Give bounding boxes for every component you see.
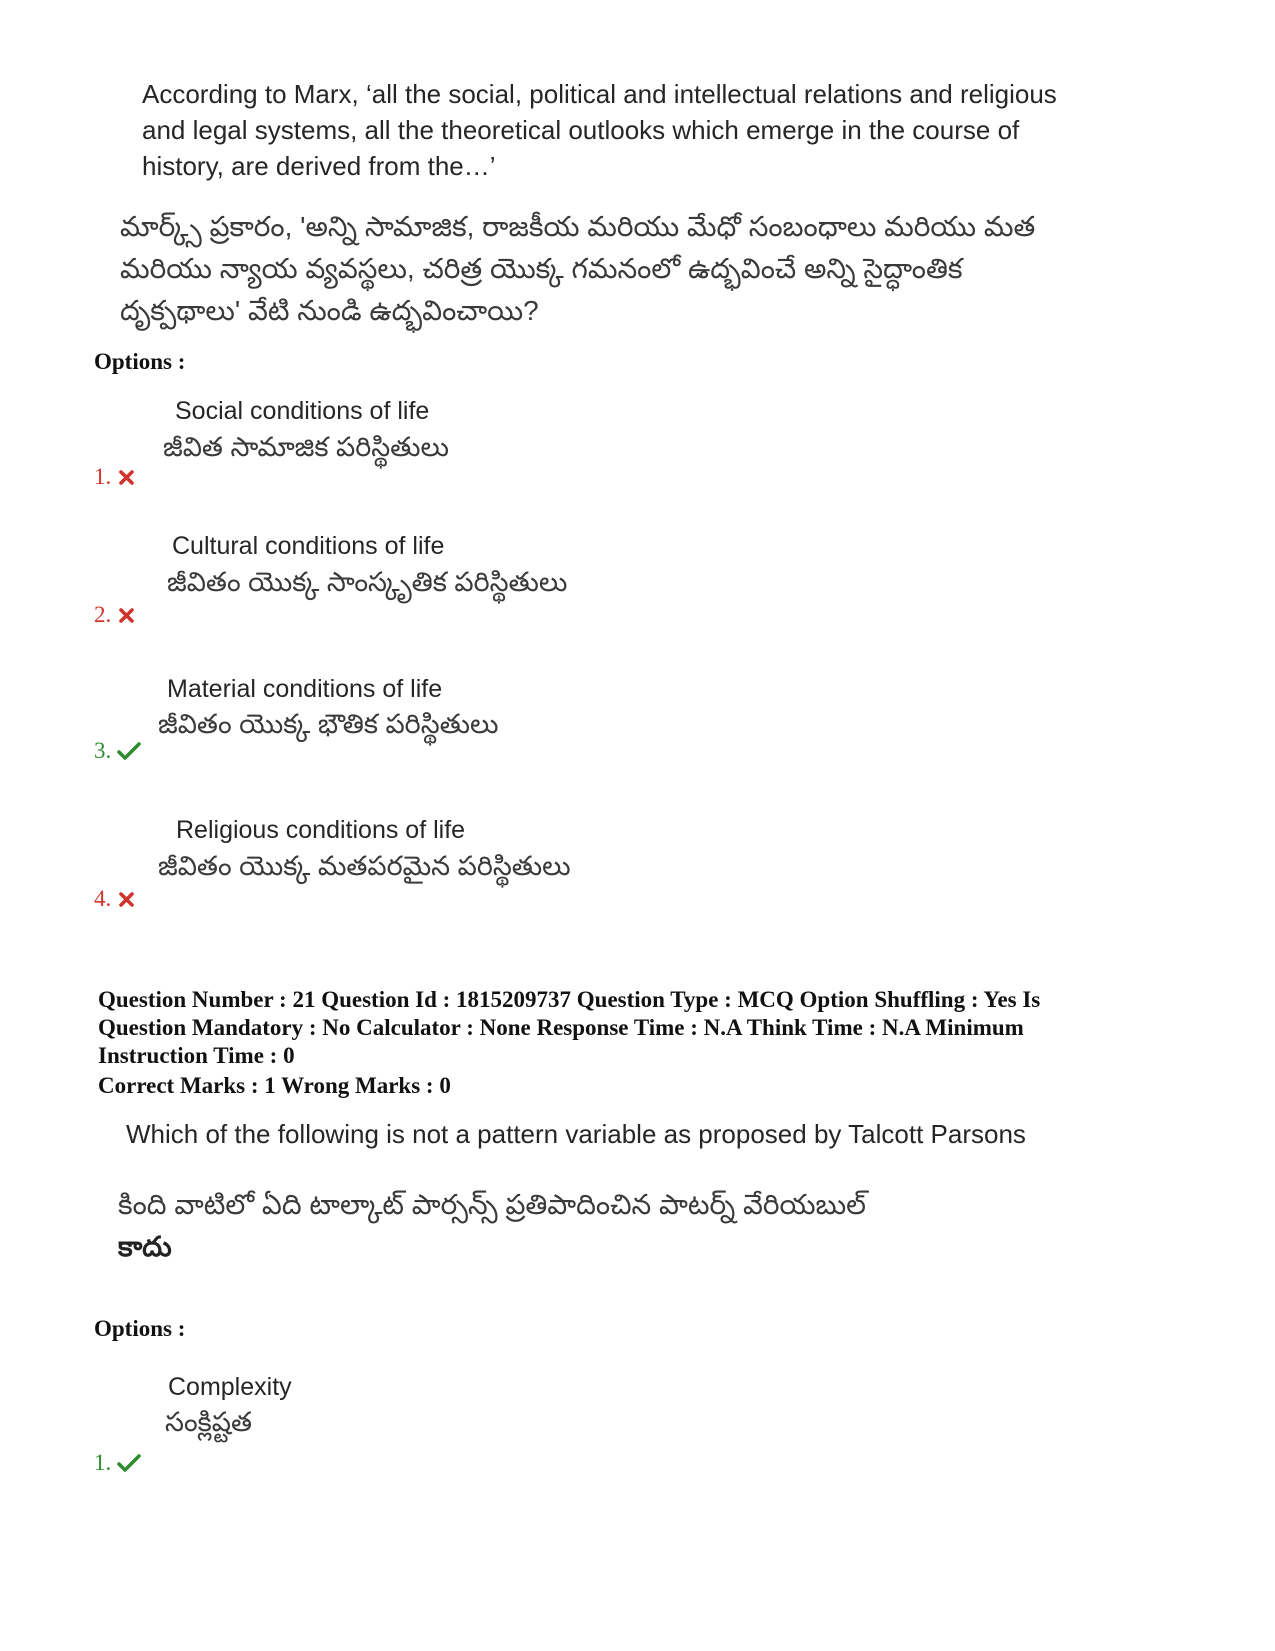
option-1-english: Social conditions of life bbox=[175, 397, 430, 425]
cross-icon bbox=[117, 889, 137, 909]
options-label: Options : bbox=[94, 349, 186, 374]
question-metadata bbox=[98, 986, 1178, 1070]
options-label: Options : bbox=[94, 1316, 186, 1341]
question-stem-telugu-tail: కాదు bbox=[118, 1231, 172, 1262]
cross-icon bbox=[117, 605, 137, 625]
option-3-telugu: జీవితం యొక్క భౌతిక పరిస్థితులు bbox=[158, 709, 499, 739]
marks-info: Correct Marks : 1 Wrong Marks : 0 bbox=[98, 1073, 451, 1098]
question-stem-english: Which of the following is not a pattern variable as proposed by Talcott Parsons bbox=[126, 1119, 1026, 1149]
option-4-telugu: జీవితం యొక్క మతపరమైన పరిస్థితులు bbox=[158, 851, 571, 881]
question-stem-english: According to Marx, ‘all the social, political and intellectual relations and religious and legal systems, all the theoretical outlooks which emerge in the course of history, are derived from the…’ bbox=[142, 79, 1057, 181]
metadata-line-2: Question Mandatory : No Calculator : None Response Time : N.A Think Time : N.A Minimum bbox=[98, 1015, 1024, 1040]
option-2-number bbox=[94, 602, 137, 628]
question-stem-telugu: మార్క్స్ ప్రకారం, 'అన్ని సామాజిక, రాజకీయ మరియు మేధో సంబంధాలు మరియు మత మరియు న్యాయ వ్యవస్థలు, చరిత్ర యొక్క గమనంలో ఉద్భవించే అన్ని సైద్ధాంతిక దృక్పథాలు' వేటి నుండి ఉద్భవించాయి? bbox=[120, 211, 1036, 326]
option-number-text: 1. bbox=[94, 464, 112, 489]
option-1-telugu: జీవిత సామాజిక పరిస్థితులు bbox=[163, 432, 450, 462]
option-4-number bbox=[94, 886, 137, 912]
option-4-english: Religious conditions of life bbox=[176, 816, 466, 844]
metadata-line-1: Question Number : 21 Question Id : 1815209737 Question Type : MCQ Option Shuffling : Yes Is bbox=[98, 987, 1041, 1012]
check-icon bbox=[117, 1453, 141, 1473]
option-number-text: 1. bbox=[94, 1450, 112, 1475]
option-1-telugu: సంక్లిష్టత bbox=[165, 1407, 252, 1437]
option-number-text: 3. bbox=[94, 738, 112, 763]
option-2-english: Cultural conditions of life bbox=[172, 532, 445, 560]
metadata-line-3: Instruction Time : 0 bbox=[98, 1043, 295, 1068]
cross-icon bbox=[117, 467, 137, 487]
question-stem-telugu-main: కింది వాటిలో ఏది టాల్కాట్ పార్సన్స్ ప్రతిపాదించిన పాటర్న్ వేరియబుల్ bbox=[118, 1189, 867, 1220]
option-1-number bbox=[94, 464, 137, 490]
option-1-english: Complexity bbox=[168, 1373, 292, 1401]
option-3-number bbox=[94, 738, 141, 764]
option-number-text: 2. bbox=[94, 602, 112, 627]
option-number-text: 4. bbox=[94, 886, 112, 911]
option-2-telugu: జీవితం యొక్క సాంస్కృతిక పరిస్థితులు bbox=[167, 567, 568, 597]
option-3-english: Material conditions of life bbox=[167, 675, 443, 703]
question-stem-telugu bbox=[118, 1184, 1078, 1268]
option-1-number bbox=[94, 1450, 141, 1476]
check-icon bbox=[117, 741, 141, 761]
